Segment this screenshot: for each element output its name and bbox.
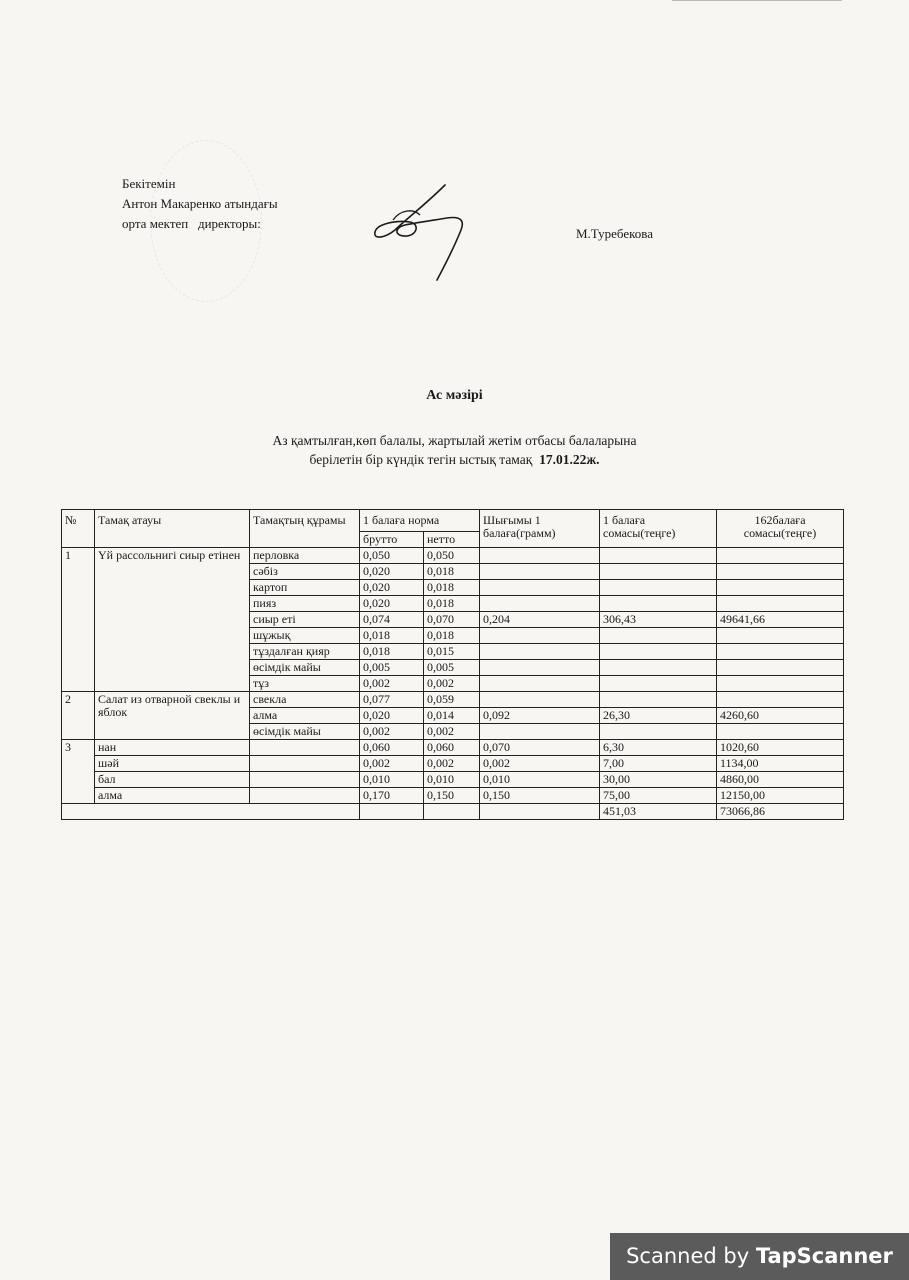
table-row: [62, 740, 844, 756]
netto-value: 0,002: [424, 756, 480, 772]
ingredient-name: өсімдік майы: [250, 660, 360, 676]
output-value: 0,150: [480, 788, 600, 804]
subtitle-text: берілетін бір күндік тегін ыстық тамақ: [309, 452, 533, 467]
food-name: алма: [95, 788, 250, 804]
food-name: бал: [95, 772, 250, 788]
netto-value: 0,002: [424, 724, 480, 740]
ingredient-name: сәбіз: [250, 564, 360, 580]
brutto-value: 0,060: [360, 740, 424, 756]
brutto-value: 0,020: [360, 580, 424, 596]
table-row: [62, 692, 844, 708]
dish-num: 2: [62, 692, 95, 740]
brutto-value: 0,002: [360, 724, 424, 740]
netto-value: 0,050: [424, 548, 480, 564]
cost-total-value: 4260,60: [717, 708, 844, 724]
ingredient-name: өсімдік майы: [250, 724, 360, 740]
cost-one-value: 30,00: [600, 772, 717, 788]
header-cost-one: 1 балаға сомасы(теңге): [600, 510, 717, 548]
dish-name: Салат из отварной свеклы и яблок: [95, 692, 250, 740]
dish-num: 3: [62, 740, 95, 804]
netto-value: 0,010: [424, 772, 480, 788]
totals-row: [62, 804, 844, 820]
menu-date: 17.01.22ж.: [539, 452, 600, 467]
output-value: 0,092: [480, 708, 600, 724]
cost-one-value: 75,00: [600, 788, 717, 804]
dish-num: 1: [62, 548, 95, 692]
table-header-row: [62, 510, 844, 532]
brutto-value: 0,002: [360, 676, 424, 692]
ingredient-name: шұжық: [250, 628, 360, 644]
cost-total-value: 12150,00: [717, 788, 844, 804]
table-row: [62, 548, 844, 564]
output-value: 0,010: [480, 772, 600, 788]
brutto-value: 0,074: [360, 612, 424, 628]
food-name: нан: [95, 740, 250, 756]
header-brutto: брутто: [360, 532, 424, 548]
table-row: [62, 756, 844, 772]
approval-block: [122, 174, 278, 234]
watermark-prefix: Scanned by: [626, 1244, 756, 1268]
header-food-name: Тамақ атауы: [95, 510, 250, 548]
brutto-value: 0,005: [360, 660, 424, 676]
director-name: М.Туребекова: [576, 226, 653, 241]
netto-value: 0,070: [424, 612, 480, 628]
header-composition: Тамақтың құрамы: [250, 510, 360, 548]
cost-total-value: 4860,00: [717, 772, 844, 788]
food-name: шәй: [95, 756, 250, 772]
cost-total-value: 1134,00: [717, 756, 844, 772]
cost-one-value: 26,30: [600, 708, 717, 724]
cost-one-value: 306,43: [600, 612, 717, 628]
header-cost-total: 162балаға сомасы(теңге): [717, 510, 844, 548]
brutto-value: 0,010: [360, 772, 424, 788]
output-value: 0,002: [480, 756, 600, 772]
brutto-value: 0,002: [360, 756, 424, 772]
dish-name: Үй рассольнигі сиыр етінен: [95, 548, 250, 692]
total-cost-one: 451,03: [600, 804, 717, 820]
cost-one-value: 6,30: [600, 740, 717, 756]
approval-line-2: Антон Макаренко атындағы: [122, 196, 278, 211]
ingredient-name: перловка: [250, 548, 360, 564]
header-num: №: [62, 510, 95, 548]
brutto-value: 0,020: [360, 564, 424, 580]
output-value: 0,204: [480, 612, 600, 628]
ingredient-name: тұздалған қияр: [250, 644, 360, 660]
cost-total-value: 1020,60: [717, 740, 844, 756]
netto-value: 0,005: [424, 660, 480, 676]
subtitle: [0, 431, 909, 469]
brutto-value: 0,020: [360, 596, 424, 612]
page-title: Ас мәзірі: [426, 388, 483, 403]
director-signature: [365, 180, 475, 285]
netto-value: 0,018: [424, 596, 480, 612]
table-row: [62, 788, 844, 804]
header-norm: 1 балаға норма: [360, 510, 480, 532]
top-edge-line: [672, 0, 842, 1]
menu-table: [61, 509, 844, 820]
subtitle-line-1: Аз қамтылған,көп балалы, жартылай жетім отбасы балаларына: [272, 433, 637, 448]
netto-value: 0,018: [424, 564, 480, 580]
header-output: Шығымы 1 балаға(грамм): [480, 510, 600, 548]
netto-value: 0,059: [424, 692, 480, 708]
ingredient-name: картоп: [250, 580, 360, 596]
brutto-value: 0,170: [360, 788, 424, 804]
ingredient-name: сиыр еті: [250, 612, 360, 628]
output-value: 0,070: [480, 740, 600, 756]
scanner-watermark: [610, 1233, 909, 1280]
netto-value: 0,018: [424, 628, 480, 644]
cost-total-value: 49641,66: [717, 612, 844, 628]
approval-line-3: орта мектеп директоры:: [122, 216, 261, 231]
watermark-brand: TapScanner: [755, 1244, 893, 1268]
netto-value: 0,018: [424, 580, 480, 596]
ingredient-name: тұз: [250, 676, 360, 692]
brutto-value: 0,018: [360, 644, 424, 660]
brutto-value: 0,018: [360, 628, 424, 644]
netto-value: 0,150: [424, 788, 480, 804]
table-row: [62, 772, 844, 788]
cost-one-value: 7,00: [600, 756, 717, 772]
netto-value: 0,060: [424, 740, 480, 756]
subtitle-line-2: [0, 450, 909, 469]
netto-value: 0,014: [424, 708, 480, 724]
ingredient-name: свекла: [250, 692, 360, 708]
ingredient-name: алма: [250, 708, 360, 724]
approval-line-1: Бекітемін: [122, 176, 176, 191]
header-netto: нетто: [424, 532, 480, 548]
ingredient-name: пияз: [250, 596, 360, 612]
total-cost-total: 73066,86: [717, 804, 844, 820]
brutto-value: 0,050: [360, 548, 424, 564]
brutto-value: 0,020: [360, 708, 424, 724]
netto-value: 0,002: [424, 676, 480, 692]
netto-value: 0,015: [424, 644, 480, 660]
brutto-value: 0,077: [360, 692, 424, 708]
